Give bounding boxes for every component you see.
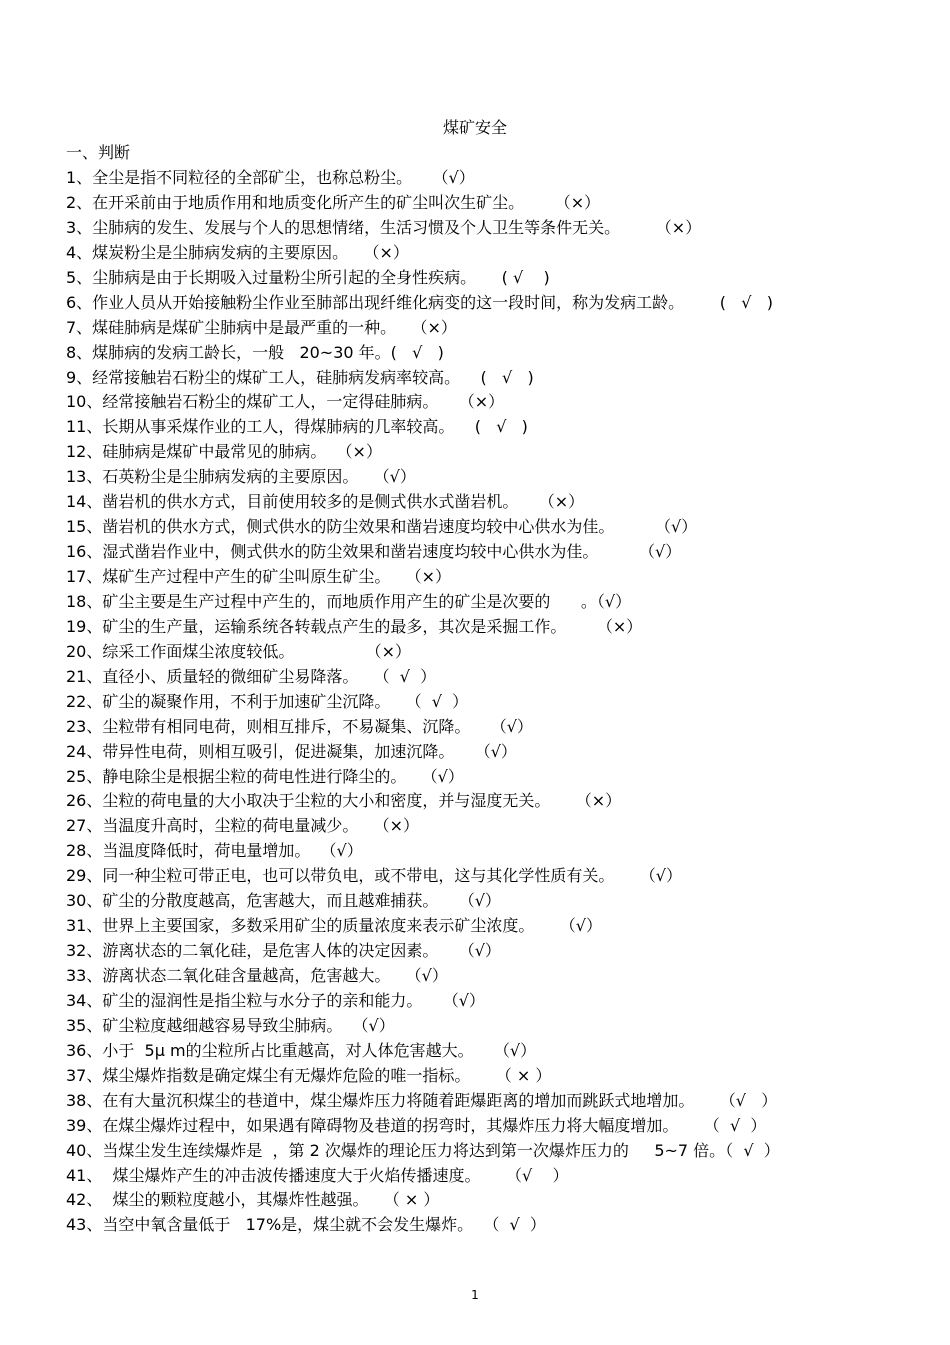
question-item: 15、凿岩机的供水方式，侧式供水的防尘效果和凿岩速度均较中心供水为佳。 （√） bbox=[66, 517, 698, 537]
question-item: 12、硅肺病是煤矿中最常见的肺病。 （×） bbox=[66, 442, 382, 462]
question-item: 3、尘肺病的发生、发展与个人的思想情绪，生活习惯及个人卫生等条件无关。 （×） bbox=[66, 217, 702, 237]
question-item: 10、经常接触岩石粉尘的煤矿工人，一定得硅肺病。 （×） bbox=[66, 392, 505, 412]
question-item: 34、矿尘的湿润性是指尘粒与水分子的亲和能力。 （√） bbox=[66, 990, 485, 1010]
question-item: 8、煤肺病的发病工龄长，一般 20~30 年。( √ ) bbox=[66, 342, 444, 362]
question-item: 33、游离状态二氧化硅含量越高，危害越大。 （√） bbox=[66, 966, 448, 985]
question-item: 14、凿岩机的供水方式，目前使用较多的是侧式供水式凿岩机。 （×） bbox=[66, 492, 585, 512]
question-item: 24、带异性电荷，则相互吸引，促进凝集，加速沉降。 （√） bbox=[66, 741, 517, 761]
question-item: 18、矿尘主要是生产过程中产生的，而地质作用产生的矿尘是次要的 。（√） bbox=[66, 591, 632, 611]
question-item: 2、在开采前由于地质作用和地质变化所产生的矿尘叫次生矿尘。 （×） bbox=[66, 192, 601, 212]
question-item: 36、小于 5μ m的尘粒所占比重越高，对人体危害越大。 （√） bbox=[66, 1040, 537, 1060]
question-item: 1、全尘是指不同粒径的全部矿尘，也称总粉尘。 （√） bbox=[66, 168, 475, 187]
section-heading: 一、判断 bbox=[66, 143, 131, 162]
question-item: 5、尘肺病是由于长期吸入过量粉尘所引起的全身性疾病。 ( √ ) bbox=[66, 267, 550, 287]
question-item: 13、石英粉尘是尘肺病发病的主要原因。 （√） bbox=[66, 467, 416, 487]
question-item: 37、煤尘爆炸指数是确定煤尘有无爆炸危险的唯一指标。 （ × ） bbox=[66, 1065, 552, 1085]
question-item: 32、游离状态的二氧化硅，是危害人体的决定因素。 （√） bbox=[66, 941, 501, 961]
question-item: 25、静电除尘是根据尘粒的荷电性进行降尘的。 （√） bbox=[66, 766, 464, 786]
question-item: 23、尘粒带有相同电荷，则相互排斥，不易凝集、沉降。 （√） bbox=[66, 716, 533, 736]
question-item: 40、当煤尘发生连续爆炸是 ，第 2 次爆炸的理论压力将达到第一次爆炸压力的 5~7 倍。（ √ ） bbox=[66, 1140, 780, 1160]
question-item: 43、当空中氧含量低于 17%是，煤尘就不会发生爆炸。 （ √ ） bbox=[66, 1215, 546, 1235]
question-item: 29、同一种尘粒可带正电，也可以带负电，或不带电，这与其化学性质有关。 （√） bbox=[66, 866, 682, 886]
question-item: 21、直径小、质量轻的微细矿尘易降落。 （ √ ） bbox=[66, 666, 437, 686]
question-item: 27、当温度升高时，尘粒的荷电量减少。 （×） bbox=[66, 816, 420, 836]
question-item: 11、长期从事采煤作业的工人，得煤肺病的几率较高。 ( √ ) bbox=[66, 417, 528, 437]
question-item: 16、湿式凿岩作业中，侧式供水的防尘效果和凿岩速度均较中心供水为佳。 （√） bbox=[66, 542, 682, 562]
question-item: 19、矿尘的生产量，运输系统各转载点产生的最多，其次是采掘工作。 （×） bbox=[66, 616, 643, 636]
question-item: 20、综采工作面煤尘浓度较低。 （×） bbox=[66, 641, 411, 661]
question-item: 22、矿尘的凝聚作用，不利于加速矿尘沉降。 （ √ ） bbox=[66, 691, 469, 711]
question-item: 7、煤硅肺病是煤矿尘肺病中是最严重的一种。 （×） bbox=[66, 317, 457, 337]
question-item: 4、煤炭粉尘是尘肺病发病的主要原因。 （×） bbox=[66, 242, 409, 262]
question-item: 6、作业人员从开始接触粉尘作业至肺部出现纤维化病变的这一段时间，称为发病工龄。 ( √ ) bbox=[66, 292, 773, 312]
question-item: 42、 煤尘的颗粒度越小，其爆炸性越强。 （ × ） bbox=[66, 1190, 440, 1210]
question-list bbox=[66, 166, 926, 1238]
page-number: 1 bbox=[471, 1288, 479, 1302]
question-item: 28、当温度降低时，荷电量增加。 （√） bbox=[66, 841, 363, 861]
question-item: 30、矿尘的分散度越高，危害越大，而且越难捕获。 （√） bbox=[66, 891, 501, 911]
document-title: 煤矿安全 bbox=[442, 118, 507, 137]
question-item: 39、在煤尘爆炸过程中，如果遇有障碍物及巷道的拐弯时，其爆炸压力将大幅度增加。 （ √ ） bbox=[66, 1115, 767, 1135]
question-item: 41、 煤尘爆炸产生的冲击波传播速度大于火焰传播速度。 （√ ） bbox=[66, 1165, 569, 1185]
question-item: 38、在有大量沉积煤尘的巷道中，煤尘爆炸压力将随着距爆距离的增加而跳跃式地增加。 （√ ） bbox=[66, 1090, 778, 1110]
question-item: 35、矿尘粒度越细越容易导致尘肺病。 （√） bbox=[66, 1015, 395, 1035]
question-item: 26、尘粒的荷电量的大小取决于尘粒的大小和密度，并与湿度无关。 （×） bbox=[66, 791, 622, 811]
question-item: 17、煤矿生产过程中产生的矿尘叫原生矿尘。 （×） bbox=[66, 567, 452, 586]
question-item: 31、世界上主要国家，多数采用矿尘的质量浓度来表示矿尘浓度。 （√） bbox=[66, 916, 602, 936]
question-item: 9、经常接触岩石粉尘的煤矿工人，硅肺病发病率较高。 ( √ ) bbox=[66, 367, 534, 387]
